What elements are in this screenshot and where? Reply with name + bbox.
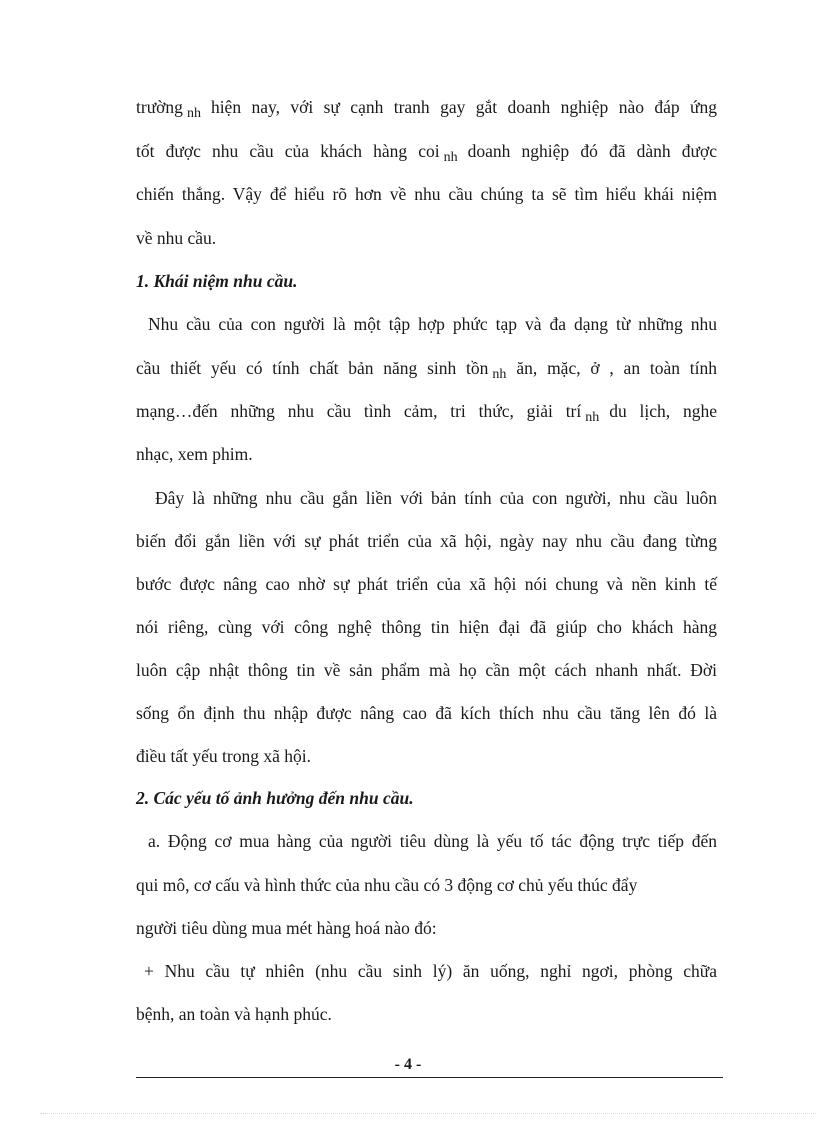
text-segment: du lịch, nghe — [609, 401, 717, 421]
section2-pa-line-1: a. Động cơ mua hàng của người tiêu dùng là yếu tố tác động trực tiếp đến — [148, 831, 717, 851]
section1-p2-line-3: bước được nâng cao nhờ sự phát triển của xã hội nói chung và nền kinh tế — [136, 574, 717, 594]
paragraph-intro-line-1 — [136, 96, 717, 121]
text-segment: cầu thiết yếu có tính chất bản năng sinh tồn — [136, 358, 489, 378]
page-edge-divider — [40, 1113, 816, 1114]
paragraph-intro-line-4: về nhu cầu. — [136, 228, 217, 248]
section2-pa-line-3: người tiêu dùng mua mét hàng hoá nào đó: — [136, 918, 437, 938]
text-segment: mạng…đến những nhu cầu tình cảm, tri thức, giải trí — [136, 401, 582, 421]
paragraph-intro-line-3: chiến thắng. Vậy để hiểu rõ hơn về nhu cầu chúng ta sẽ tìm hiểu khái niệm — [136, 184, 717, 204]
section1-p2-line-7: điều tất yếu trong xã hội. — [136, 746, 311, 766]
text-segment: ăn, mặc, ở , an toàn tính — [516, 358, 717, 378]
paragraph-intro-line-2 — [136, 140, 717, 165]
text-segment: doanh nghiệp đó đã dành được — [467, 141, 717, 161]
section1-p1-line-3 — [136, 400, 717, 425]
section2-pa-line-2: qui mô, cơ cấu và hình thức của nhu cầu có 3 động cơ chủ yếu thúc đẩy — [136, 875, 638, 895]
subscript-fragment: nh — [585, 410, 600, 425]
text-segment: tốt được nhu cầu của khách hàng coi — [136, 141, 440, 161]
section1-p1-line-4: nhạc, xem phim. — [136, 444, 253, 464]
text-segment: trường — [136, 97, 183, 117]
page-number: - 4 - — [394, 1056, 422, 1073]
section-heading-1: 1. Khái niệm nhu cầu. — [136, 271, 298, 291]
section2-bullet-line-1: + Nhu cầu tự nhiên (nhu cầu sinh lý) ăn uống, nghỉ ngơi, phòng chữa — [144, 961, 717, 981]
section1-p1-line-2 — [136, 357, 717, 382]
subscript-fragment: nh — [492, 367, 507, 382]
text-segment: hiện nay, với sự cạnh tranh gay gắt doanh nghiệp nào đáp ứng — [210, 97, 717, 117]
section1-p2-line-6: sống ổn định thu nhập được nâng cao đã kích thích nhu cầu tăng lên đó là — [136, 703, 717, 723]
section1-p2-line-2: biến đổi gắn liền với sự phát triển của xã hội, ngày nay nhu cầu đang từng — [136, 531, 717, 551]
section-heading-2: 2. Các yếu tố ảnh hưởng đến nhu cầu. — [136, 788, 414, 808]
subscript-fragment: nh — [443, 150, 458, 165]
section1-p1-line-1: Nhu cầu của con người là một tập hợp phức tạp và đa dạng từ những nhu — [148, 314, 717, 334]
section1-p2-line-4: nói riêng, cùng với công nghệ thông tin hiện đại đã giúp cho khách hàng — [136, 617, 717, 637]
subscript-fragment: nh — [186, 106, 201, 121]
section2-bullet-line-2: bệnh, an toàn và hạnh phúc. — [136, 1004, 332, 1024]
footer-rule — [136, 1077, 723, 1078]
section1-p2-line-1: Đây là những nhu cầu gắn liền với bản tính của con người, nhu cầu luôn — [155, 488, 717, 508]
section1-p2-line-5: luôn cập nhật thông tin về sản phẩm mà họ cần một cách nhanh nhất. Đời — [136, 660, 717, 680]
